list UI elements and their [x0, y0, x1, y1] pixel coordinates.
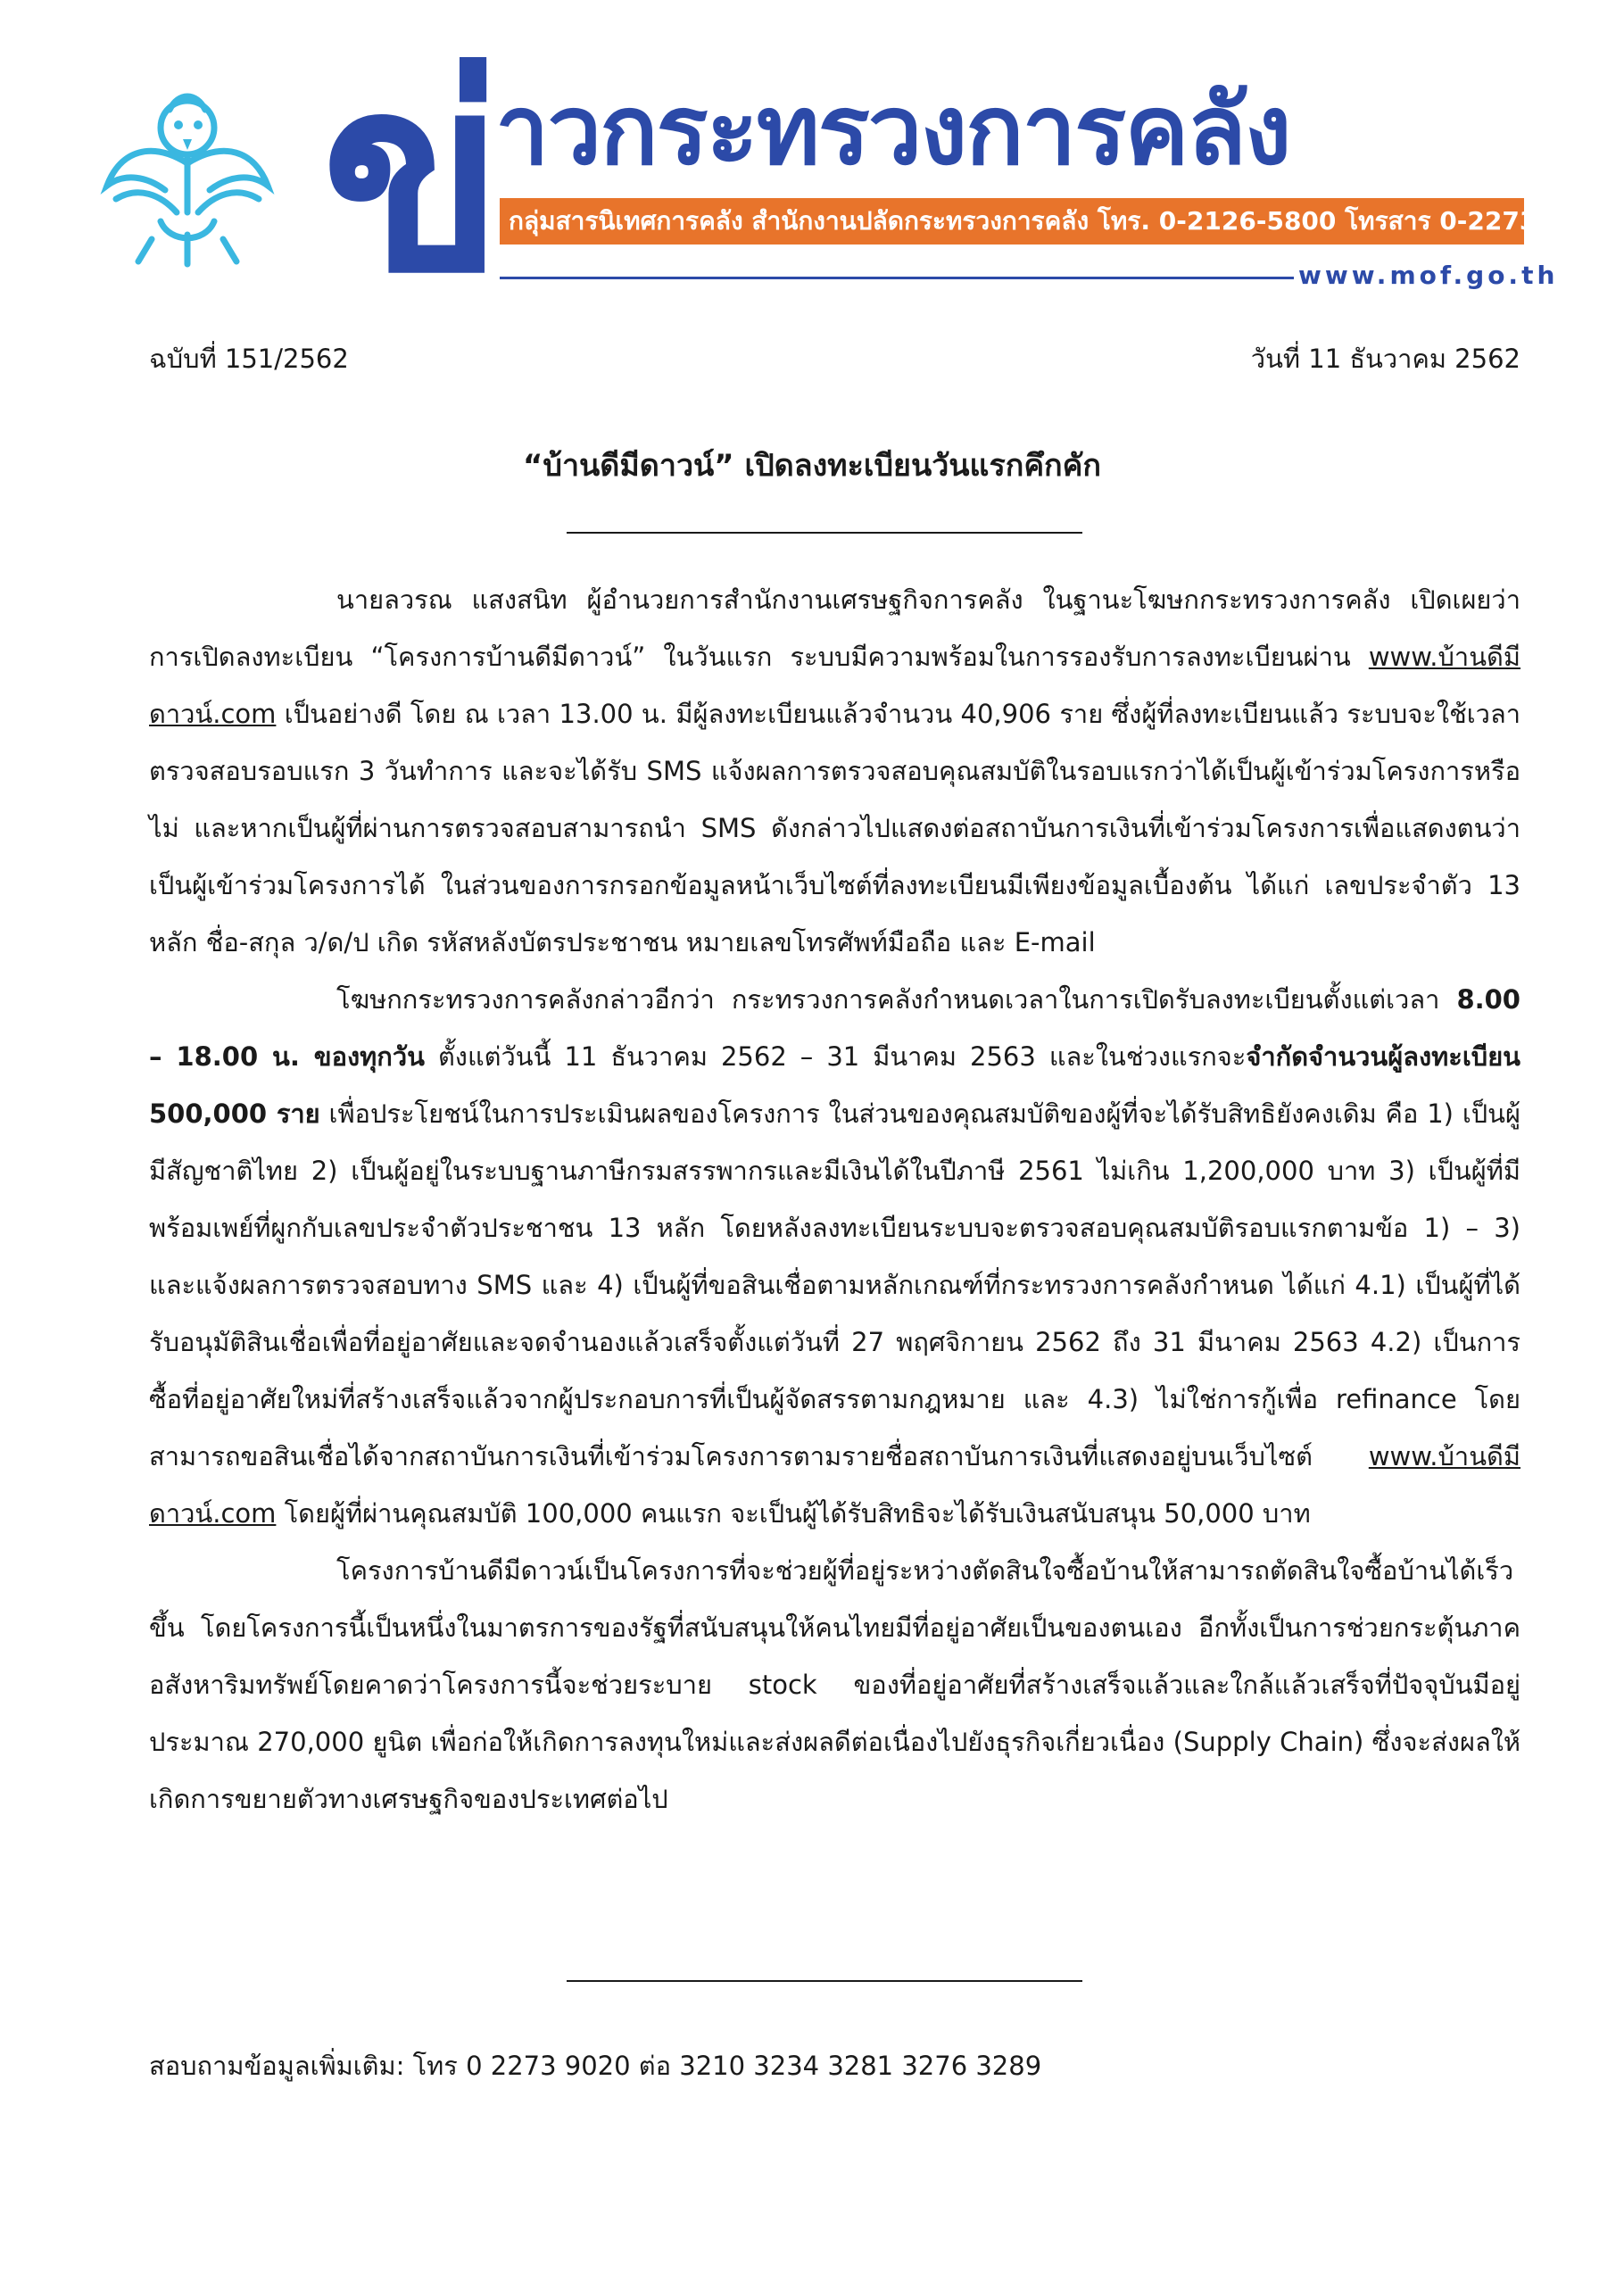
- masthead-big-letter: ข่: [321, 21, 496, 332]
- p2-text-b: ตั้งแต่วันนี้ 11 ธันวาคม 2562 – 31 มีนาคม 2563 และในช่วงแรกจะ: [424, 1041, 1247, 1072]
- headline-underline: [567, 532, 1082, 534]
- p1-text-a: นายลวรณ แสงสนิท ผู้อำนวยการสำนักงานเศรษฐกิจการคลัง ในฐานะโฆษกกระทรวงการคลัง เปิดเผยว่า การเปิดลงทะเบียน “โครงการบ้านดีมีดาวน์” ในวันแรก ระบบมีความพร้อมในการรองรับการลงทะเบียนผ่าน: [149, 584, 1520, 672]
- masthead-title: าวกระทรวงการคลัง: [495, 75, 1290, 186]
- issue-number: ฉบับที่ 151/2562: [149, 344, 349, 374]
- article-body: [149, 571, 1520, 1828]
- closing-divider: [567, 1980, 1082, 1982]
- p2-text-d: โดยผู้ที่ผ่านคุณสมบัติ 100,000 คนแรก จะเป็นผู้ได้รับสิทธิจะได้รับเงินสนับสนุน 50,000 บาท: [276, 1498, 1311, 1529]
- headline: “บ้านดีมีดาวน์” เปิดลงทะเบียนวันแรกคึกคัก: [523, 448, 1101, 484]
- header-divider: [500, 277, 1294, 279]
- contact-footer: สอบถามข้อมูลเพิ่มเติม: โทร 0 2273 9020 ต่อ 3210 3234 3281 3276 3289: [149, 2051, 1042, 2081]
- paragraph-1: [149, 571, 1520, 971]
- project-website-link-2[interactable]: www.บ้านดีมีดาวน์.com: [149, 1441, 1520, 1529]
- p2-text-c: เพื่อประโยชน์ในการประเมินผลของโครงการ ในส่วนของคุณสมบัติของผู้ที่จะได้รับสิทธิยังคงเดิม คือ 1) เป็นผู้มีสัญชาติไทย 2) เป็นผู้อยู่ในระบบฐานภาษีกรมสรรพากรและมีเงินได้ในปีภาษี 2561 ไม่เกิน 1,200,000 บาท 3) เป็นผู้ที่มีพร้อมเพย์ที่ผูกกับเลขประจำตัวประชาชน 13 หลัก โดยหลังลงทะเบียนระบบจะตรวจสอบคุณสมบัติรอบแรกตามข้อ 1) – 3) และแจ้งผลการตรวจสอบทาง SMS และ 4) เป็นผู้ที่ขอสินเชื่อตามหลักเกณฑ์ที่กระทรวงการคลังกำหนด ได้แก่ 4.1) เป็นผู้ที่ได้รับอนุมัติสินเชื่อเพื่อที่อยู่อาศัยและจดจำนองแล้วเสร็จตั้งแต่วันที่ 27 พฤศจิกายน 2562 ถึง 31 มีนาคม 2563 4.2) เป็นการซื้อที่อยู่อาศัยใหม่ที่สร้างเสร็จแล้วจากผู้ประกอบการที่เป็นผู้จัดสรรตามกฎหมาย และ 4.3) ไม่ใช่การกู้เพื่อ refinance โดยสามารถขอสินเชื่อได้จากสถาบันการเงินที่เข้าร่วมโครงการตามรายชื่อสถาบันการเงินที่แสดงอยู่บนเว็บไซต์: [149, 1098, 1520, 1471]
- p2-registration-limit: จำกัดจำนวนผู้ลงทะเบียน 500,000 ราย: [149, 1041, 1521, 1129]
- issue-date: วันที่ 11 ธันวาคม 2562: [1250, 344, 1520, 374]
- p2-text-a: โฆษกกระทรวงการคลังกล่าวอีกว่า กระทรวงการคลังกำหนดเวลาในการเปิดรับลงทะเบียนตั้งแต่เวลา: [336, 984, 1457, 1015]
- garuda-emblem-icon: [98, 79, 277, 270]
- p1-text-b: เป็นอย่างดี โดย ณ เวลา 13.00 น. มีผู้ลงทะเบียนแล้วจำนวน 40,906 ราย ซึ่งผู้ที่ลงทะเบียนแล้ว ระบบจะใช้เวลาตรวจสอบรอบแรก 3 วันทำการ และจะได้รับ SMS แจ้งผลการตรวจสอบคุณสมบัติในรอบแรกว่าได้เป็นผู้เข้าร่วมโครงการหรือไม่ และหากเป็นผู้ที่ผ่านการตรวจสอบสามารถนำ SMS ดังกล่าวไปแสดงต่อสถาบันการเงินที่เข้าร่วมโครงการเพื่อแสดงตนว่าเป็นผู้เข้าร่วมโครงการได้ ในส่วนของการกรอกข้อมูลหน้าเว็บไซต์ที่ลงทะเบียนมีเพียงข้อมูลเบื้องต้น ได้แก่ เลขประจำตัว 13 หลัก ชื่อ-สกุล ว/ด/ป เกิด รหัสหลังบัตรประชาชน หมายเลขโทรศัพท์มือถือ และ E-mail: [149, 699, 1520, 957]
- paragraph-3: โครงการบ้านดีมีดาวน์เป็นโครงการที่จะช่วยผู้ที่อยู่ระหว่างตัดสินใจซื้อบ้านให้สามารถตัดสินใจซื้อบ้านได้เร็วขึ้น โดยโครงการนี้เป็นหนึ่งในมาตรการของรัฐที่สนับสนุนให้คนไทยมีที่อยู่อาศัยเป็นของตนเอง อีกทั้งเป็นการช่วยกระตุ้นภาคอสังหาริมทรัพย์โดยคาดว่าโครงการนี้จะช่วยระบาย stock ของที่อยู่อาศัยที่สร้างเสร็จแล้วและใกล้แล้วเสร็จที่ปัจจุบันมีอยู่ประมาณ 270,000 ยูนิต เพื่อก่อให้เกิดการลงทุนใหม่และส่งผลดีต่อเนื่องไปยังธุรกิจเกี่ยวเนื่อง (Supply Chain) ซึ่งจะส่งผลให้เกิดการขยายตัวทางเศรษฐกิจของประเทศต่อไป: [149, 1555, 1520, 1814]
- project-website-link[interactable]: www.บ้านดีมีดาวน์.com: [149, 642, 1520, 729]
- p2-registration-hours: 8.00 – 18.00 น. ของทุกวัน: [149, 984, 1520, 1072]
- office-contact-line: กลุ่มสารนิเทศการคลัง สำนักงานปลัดกระทรวงการคลัง โทร. 0-2126-5800 โทรสาร 0-2273-9763: [509, 206, 1617, 236]
- paragraph-2: [149, 971, 1520, 1542]
- website-url[interactable]: www.mof.go.th: [1298, 261, 1559, 290]
